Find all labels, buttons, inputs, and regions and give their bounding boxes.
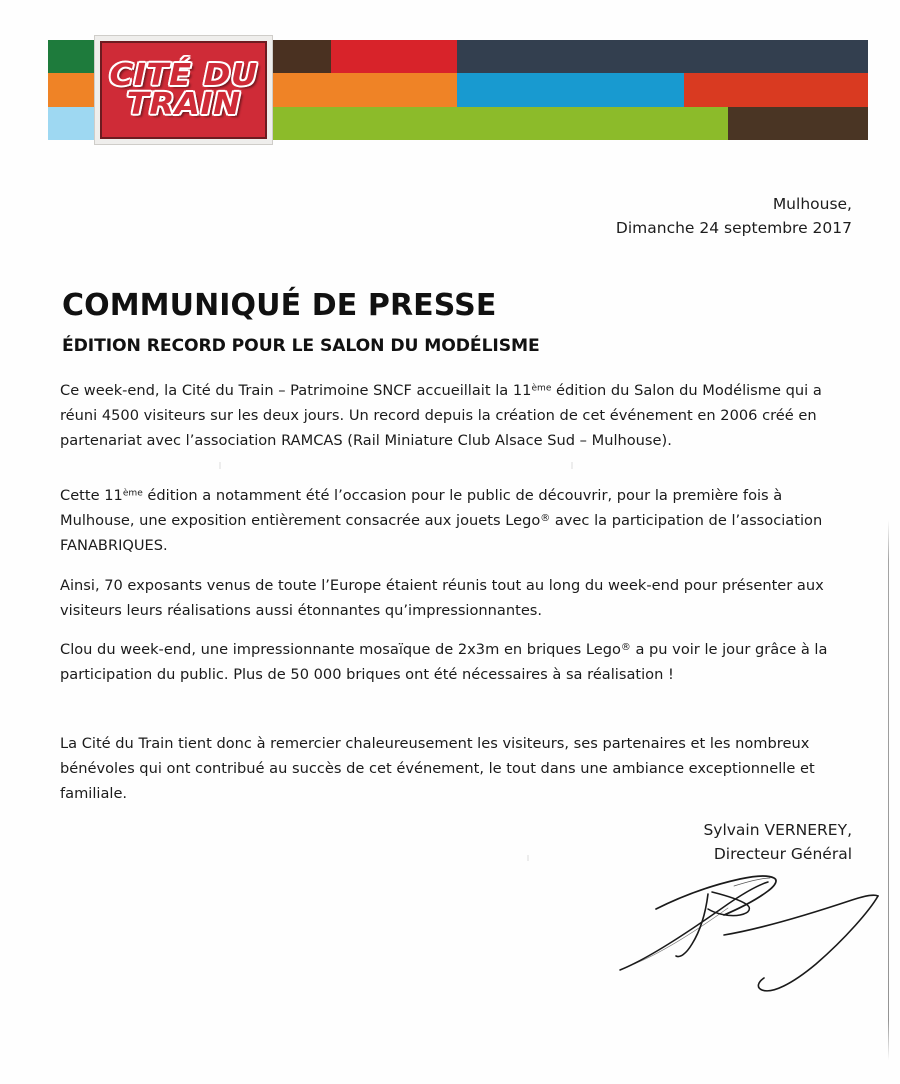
- dateline-date: Dimanche 24 septembre 2017: [615, 219, 852, 238]
- scan-speck: [527, 855, 529, 861]
- signature-block: [703, 818, 852, 866]
- header-banner: [48, 40, 868, 140]
- signatory-role: Directeur Général: [713, 845, 852, 864]
- page-title: COMMUNIQUÉ DE PRESSE: [62, 288, 497, 323]
- dateline: [616, 192, 852, 241]
- text-run: Cette 11: [60, 487, 123, 505]
- registered-mark: ®: [620, 641, 631, 653]
- scan-speck: [219, 462, 221, 469]
- band-cyan-blue: [457, 73, 684, 106]
- scan-edge-line: [888, 0, 889, 1084]
- text-run: Clou du week-end, une impressionnante mosaïque de 2x3m en briques Lego: [60, 640, 621, 658]
- logo-line-1: CITÉ DU: [109, 57, 258, 93]
- handwritten-signature: [616, 862, 896, 1012]
- logo-line-2: TRAIN: [126, 86, 241, 122]
- text-run: Ainsi, 70 exposants venus de toute l’Europe étaient réunis tout au long du week-end pour présenter aux visiteurs leurs réalisations aussi étonnantes qu’impressionnantes.: [60, 576, 824, 619]
- paragraph-lego-exposition: [60, 483, 860, 558]
- band-dark-navy: [457, 40, 868, 73]
- paragraph-mosaique: [60, 637, 860, 687]
- page-subtitle: ÉDITION RECORD POUR LE SALON DU MODÉLISME: [62, 336, 540, 356]
- ordinal-suffix: ème: [531, 383, 552, 394]
- dateline-city: Mulhouse,: [772, 195, 852, 213]
- text-run: édition du Salon du Modélisme qui a réuni 4500 visiteurs sur les deux jours. Un record depuis la création de cet événement en 2006 créé en partenariat avec l’association RAMCAS (Rail Miniature Club Alsace Sud – Mulhouse).: [60, 382, 822, 450]
- registered-mark: ®: [540, 513, 551, 525]
- paragraph-intro: [60, 378, 860, 453]
- cite-du-train-logo: [95, 36, 272, 144]
- band-dark-brown: [728, 107, 868, 140]
- band-brown: [273, 40, 331, 73]
- letter-body: [60, 378, 860, 806]
- paragraph-exposants: [60, 573, 860, 623]
- text-run: avec la participation de l’association FANABRIQUES.: [60, 512, 823, 555]
- text-run: édition a notamment été l’occasion pour le public de découvrir, pour la première fois à Mulhouse, une exposition entièrement consacrée aux jouets Lego: [60, 487, 783, 530]
- text-run: La Cité du Train tient donc à remercier chaleureusement les visiteurs, ses partenaires et les nombreux bénévoles qui ont contribué au succès de cet événement, le tout dans une ambiance exceptionnelle et familiale.: [60, 734, 815, 803]
- ordinal-suffix: ème: [122, 488, 143, 499]
- text-run: Ce week-end, la Cité du Train – Patrimoine SNCF accueillait la 11: [60, 382, 532, 399]
- logo-red-plate: [100, 41, 267, 139]
- scan-speck: [571, 462, 573, 469]
- signatory-name: Sylvain VERNEREY,: [703, 821, 852, 839]
- text-run: a pu voir le jour grâce à la participation du public. Plus de 50 000 briques ont été nécessaires à sa réalisation !: [60, 640, 828, 683]
- band-red: [331, 40, 457, 73]
- paragraph-remerciements: [60, 731, 860, 806]
- band-red-orange: [684, 73, 868, 106]
